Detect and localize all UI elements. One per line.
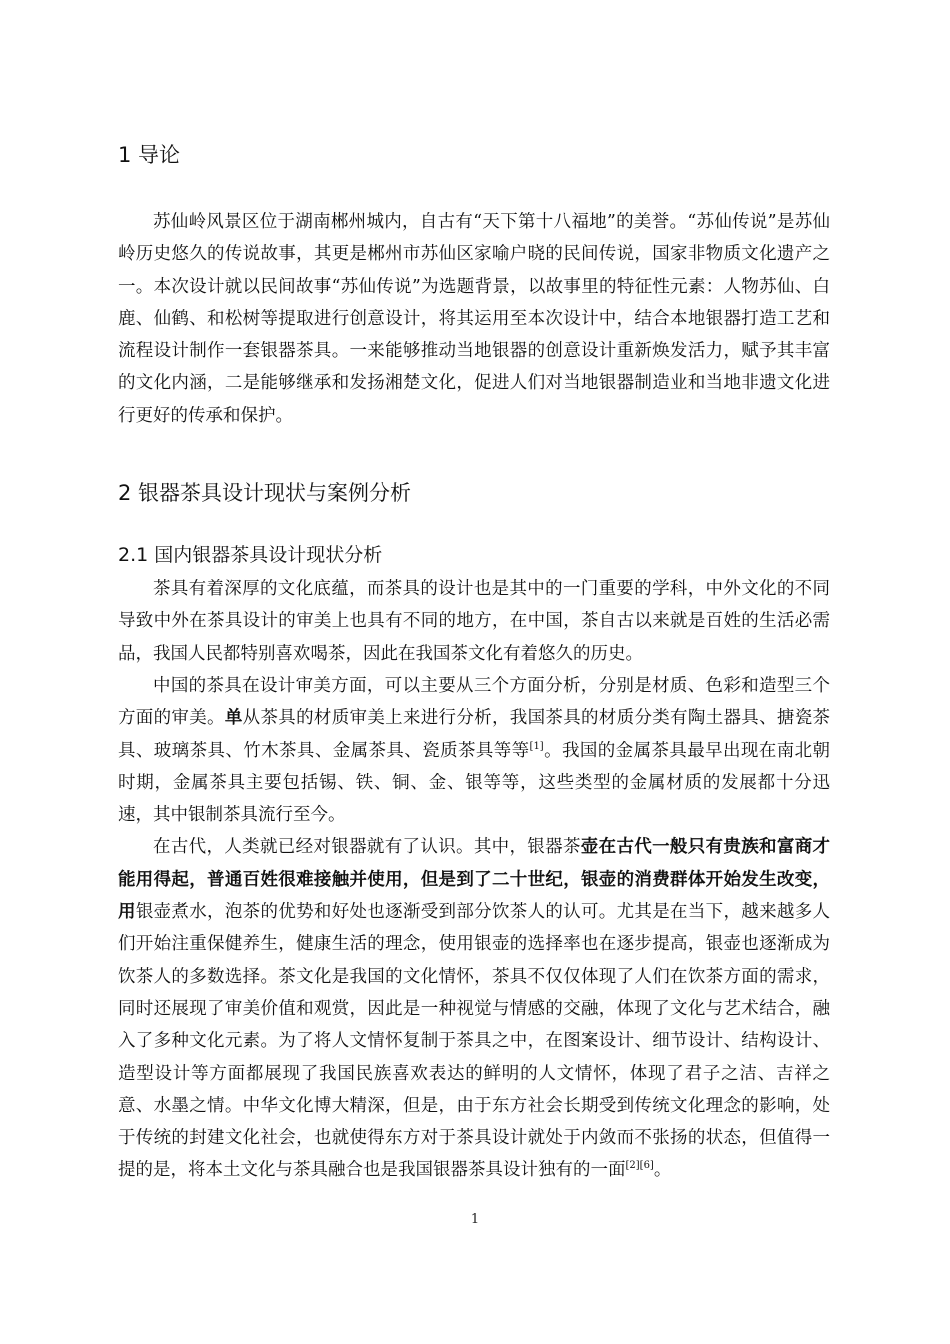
paragraph-3-text-c: 银壶煮水，泡茶的优势和好处也逐渐受到部分饮茶人的认可。尤其是在当下，越来越多人们开始注重保健养生，健康生活的理念，使用银壶的选择率也在逐步提高，银壶也逐渐成为饮茶人的多数选择。茶文化是我国的文化情怀，茶具不仅仅体现了人们在饮茶方面的需求，同时还展现了审美价值和观赏，因此是一种视觉与情感的交融，体现了文化与艺术结合，融入了多种文化元素。为了将人文情怀复制于茶具之中，在图案设计、细节设计、结构设计、造型设计等方面都展现了我国民族喜欢表达的鲜明的人文情怀，体现了君子之洁、吉祥之意、水墨之情。中华文化博大精深，但是，由于东方社会长期受到传统文化理念的影响，处于传统的封建文化社会，也就使得东方对于茶具设计就处于内敛而不张扬的状态，但值得一提的是，将本土文化与茶具融合也是我国银器茶具设计独有的一面 [118, 902, 831, 1181]
paragraph-3-end: 。 [653, 1160, 672, 1181]
citation-1: [1] [529, 740, 544, 752]
section-1-paragraph: 苏仙岭风景区位于湖南郴州城内，自古有“天下第十八福地”的美誉。“苏仙传说”是苏仙岭历史悠久的传说故事，其更是郴州市苏仙区家喻户晓的民间传说，国家非物质文化遗产之一。本次设计就以民间故事“苏仙传说”为选题背景，以故事里的特征性元素：人物苏仙、白鹿、仙鹤、和松树等提取进行创意设计，将其运用至本次设计中，结合本地银器打造工艺和流程设计制作一套银器茶具。一来能够推动当地银器的创意设计重新焕发活力，赋予其丰富的文化内涵，二是能够继承和发扬湘楚文化，促进人们对当地银器制造业和当地非遗文化进行更好的传承和保护。 [118, 212, 830, 426]
paragraph-3-text-a: 在古代，人类就已经对银器就有了认识。其中，银器茶 [153, 837, 581, 858]
paragraph-2-text-c: 从茶具的材质审美上来进行分析，我国茶具的材质分类有陶土器具、搪瓷茶具、玻璃茶具、竹木茶具、金属茶具、瓷质茶具等等 [118, 708, 831, 761]
paragraph-2-text-b: 单 [224, 708, 243, 729]
section-2-1-heading: 2.1 国内银器茶具设计现状分析 [118, 544, 383, 567]
citation-2-6: [2][6] [625, 1160, 654, 1172]
section-2-1-paragraph-3 [118, 831, 830, 1186]
section-1-heading: 1 导论 [118, 143, 181, 167]
paragraph-3-text-b: 壶在古代一般只有贵族和富商才能用得起，普通百姓很难接触并使用，但是到了二十世纪，银壶的消费群体开始发生改变，用 [118, 837, 831, 923]
page-content [118, 140, 830, 1187]
paragraph-2-text-d: 。我国的金属茶具最早出现在南北朝时期，金属茶具主要包括锡、铁、铜、金、银等等，这些类型的金属材质的发展都十分迅速，其中银制茶具流行至今。 [118, 740, 831, 826]
page-number: 1 [470, 1212, 480, 1227]
section-2-1-paragraph-2 [118, 670, 830, 831]
paragraph-2-text-a: 中国的茶具在设计审美方面，可以主要从三个方面分析，分别是材质、色彩和造型三个方面的审美。 [118, 675, 830, 729]
section-2-1-paragraph-1: 茶具有着深厚的文化底蕴，而茶具的设计也是其中的一门重要的学科，中外文化的不同导致中外在茶具设计的审美上也具有不同的地方，在中国，茶自古以来就是百姓的生活必需品，我国人民都特别喜欢喝茶，因此在我国茶文化有着悠久的历史。 [118, 579, 830, 664]
section-2-heading: 2 银器茶具设计现状与案例分析 [118, 481, 412, 506]
